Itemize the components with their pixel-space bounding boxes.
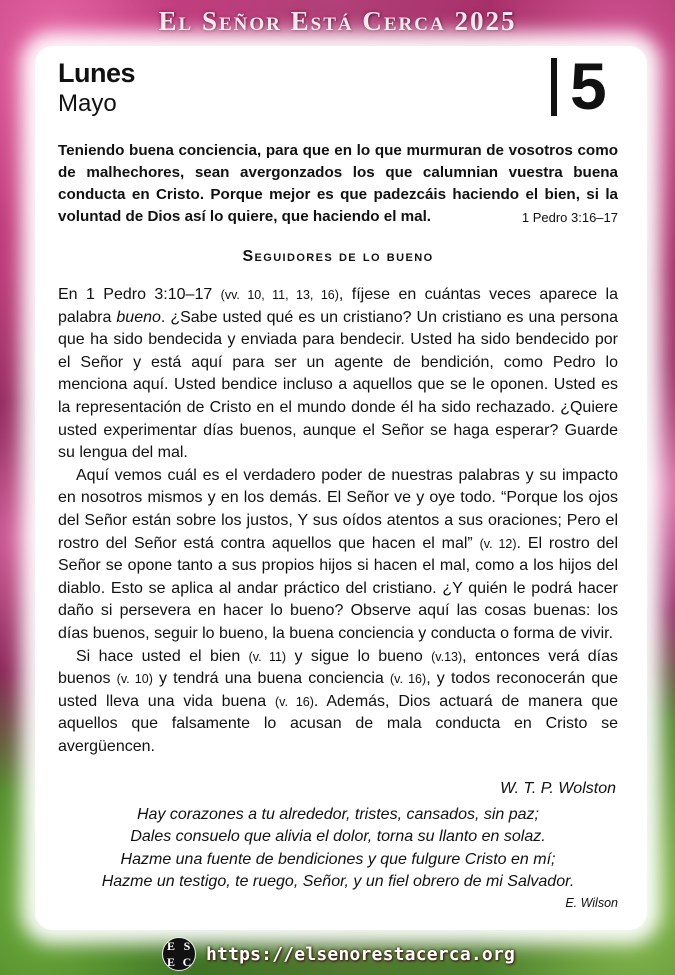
verse-text: Teniendo buena conciencia, para que en lo que murmuran de vosotros como de malhechores, sean avergonzados los que calumnian vuestra buena conducta en Cristo. Porque mejor es que padezcáis haciendo el bien, si la voluntad de Dios así lo quiere, que haciendo el mal.	[58, 142, 618, 225]
logo-letter: S	[183, 938, 191, 953]
verse-ref-inline: (v. 16)	[389, 672, 427, 687]
poem-line: Dales consuelo que alivia el dolor, torna su llanto en solaz.	[130, 828, 546, 846]
poem-line: Hazme un testigo, te ruego, Señor, y un fiel obrero de mi Salvador.	[101, 873, 575, 891]
article-author: W. T. P. Wolston	[500, 780, 616, 797]
text-run: , y todos reconocerán que usted lleva una vida buena	[58, 670, 619, 710]
verse-ref-inline: (v. 10)	[116, 672, 153, 687]
weekday: Lunes	[58, 58, 136, 88]
text-run: . El rostro del Señor se opone tanto a sus propios hijos si hacen el mal, como a los hijos del diablo. Esto se aplica al andar práctico del cristiano. ¿Y quién le podrá hacer daño si persevera en hacer lo bueno? Observe aquí las cosas buenas: los días buenos, seguir lo bueno, la buena conciencia y conducta o forma de vivir.	[58, 534, 619, 642]
text-run: . Además, Dios actuará de manera que aquellos que falsamente lo acusan de mala conducta en Cristo se avergüencen.	[58, 692, 619, 755]
devotional-body	[58, 284, 618, 758]
logo-letter: E	[166, 954, 175, 969]
verse-ref-inline: (v. 12)	[479, 536, 517, 551]
verse-ref-inline: (v.13)	[431, 649, 463, 664]
logo-letter: C	[182, 954, 192, 969]
website-link[interactable]: https://elsenorestacerca.org	[206, 943, 516, 965]
footer	[162, 936, 515, 972]
section-title: Seguidores de lo bueno	[242, 248, 434, 265]
poem-line: Hay corazones a tu alrededor, tristes, cansados, sin paz;	[137, 806, 539, 823]
bible-verse	[58, 140, 618, 229]
verse-ref-inline: (v. 11)	[248, 649, 287, 664]
text-run: , fíjese en cuántas veces aparece la palabra	[58, 286, 619, 326]
emphasis: bueno	[116, 308, 161, 326]
paragraph	[58, 646, 618, 759]
paragraph	[58, 465, 618, 646]
text-run: . ¿Sabe usted qué es un cristiano? Un cristiano es una persona que ha sido bendecida y enviada para bendecir. Usted ha sido bendecido por el Señor y está aquí para ser un agente de bendición, como Pedro lo menciona aquí. Usted bendice incluso a aquellos que se le oponen. Usted es la representación de Cristo en el mundo donde él ha sido rechazado. ¿Quiere usted experimentar días buenos, aunque el Señor se haga esperar? Guarde su lengua del mal.	[58, 308, 619, 462]
text-run: , entonces verá días buenos	[58, 647, 619, 688]
day-number: 5	[570, 49, 607, 123]
verse-ref-inline: (v. 16)	[274, 694, 314, 709]
poem-line: Hazme una fuente de bendiciones y que fulgure Cristo en mí;	[120, 850, 556, 868]
poem-author: E. Wilson	[565, 896, 618, 910]
text-run: Aquí vemos cuál es el verdadero poder de nuestras palabras y su impacto en nosotros mismos y en los demás. El Señor ve y oye todo. “Porque los ojos del Señor están sobre los justos, Y sus oídos atentos a sus oraciones; Pero el rostro del Señor está contra aquellos que hacen el mal”	[58, 466, 618, 552]
paragraph	[58, 284, 618, 465]
text-run: Si hace usted el bien	[76, 647, 249, 665]
poem	[58, 804, 618, 894]
text-run: y tendrá una buena conciencia	[152, 670, 390, 688]
logo-letter: E	[166, 938, 175, 953]
publication-title: El Señor Está Cerca 2025	[158, 6, 517, 36]
text-run: En 1 Pedro 3:10–17	[58, 286, 221, 303]
month: Mayo	[58, 90, 117, 117]
day-divider	[551, 58, 557, 116]
logo-icon	[162, 937, 196, 971]
verse-reference: 1 Pedro 3:16–17	[521, 210, 618, 225]
text-run: y sigue lo bueno	[286, 647, 432, 665]
verse-ref-inline: (vv. 10, 11, 13, 16)	[220, 288, 339, 302]
